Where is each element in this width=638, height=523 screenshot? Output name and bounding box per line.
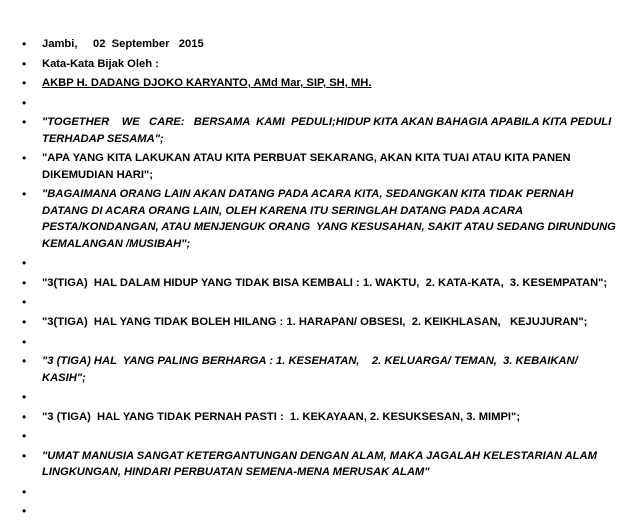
bullet-item xyxy=(22,484,622,500)
bullet-dot-icon: • xyxy=(22,95,27,110)
bullet-text: AKBP H. DADANG DJOKO KARYANTO, AMd Mar, SIP, SH, MH. xyxy=(42,77,372,90)
bullet-dot-icon: • xyxy=(22,484,27,499)
bullet-dot-icon: • xyxy=(22,354,27,369)
bullet-item xyxy=(22,448,622,481)
bullet-text: Kata-Kata Bijak Oleh : xyxy=(42,57,159,70)
bullet-item xyxy=(22,186,622,252)
bullet-item xyxy=(22,114,622,147)
bullet-dot-icon: • xyxy=(22,314,27,329)
bullet-dot-icon: • xyxy=(22,295,27,310)
bullet-item xyxy=(22,409,622,425)
bullet-dot-icon: • xyxy=(22,76,27,91)
bullet-text: "UMAT MANUSIA SANGAT KETERGANTUNGAN DENGAN ALAM, MAKA JAGALAH KELESTARIAN ALAM LINGKUNGAN, HINDARI PERBUATAN SEMENA-MENA MERUSAK ALAM" xyxy=(42,449,601,479)
bullet-item xyxy=(22,56,622,72)
bullet-dot-icon: • xyxy=(22,37,27,51)
bullet-dot-icon: • xyxy=(22,115,27,130)
bullet-dot-icon: • xyxy=(22,448,27,463)
bullet-dot-icon: • xyxy=(22,409,27,424)
bullet-dot-icon: • xyxy=(22,275,27,290)
bullet-text: "APA YANG KITA LAKUKAN ATAU KITA PERBUAT SEKARANG, AKAN KITA TUAI ATAU KITA PANEN DIKEMUDIAN HARI"; xyxy=(42,152,574,181)
bullet-item xyxy=(22,95,622,111)
bullet-text: "3(TIGA) HAL DALAM HIDUP YANG TIDAK BISA KEMBALI : 1. WAKTU, 2. KATA-KATA, 3. KESEMPATAN"; xyxy=(42,276,608,289)
bullet-text: Jambi, 02 September 2015 xyxy=(42,38,204,50)
bullet-text: "BAGAIMANA ORANG LAIN AKAN DATANG PADA ACARA KITA, SEDANGKAN KITA TIDAK PERNAH DATANG DI ACARA ORANG LAIN, OLEH KARENA ITU SERINGLAH DATANG PADA ACARA PESTA/KONDANGAN, ATAU MENJENGUK ORANG YANG KESUSAHAN, SAKIT ATAU SEDANG DIRUNDUNG KEMALANGAN /MUSIBAH"; xyxy=(42,188,619,250)
bullet-dot-icon: • xyxy=(22,56,27,71)
bullet-dot-icon: • xyxy=(22,390,27,405)
bullet-dot-icon: • xyxy=(22,334,27,349)
bullet-item xyxy=(22,353,622,386)
bullet-item xyxy=(22,75,622,91)
bullet-item xyxy=(22,294,622,310)
bullet-item xyxy=(22,503,622,519)
bullet-list xyxy=(22,36,622,523)
bullet-text: "3 (TIGA) HAL YANG TIDAK PERNAH PASTI : 1. KEKAYAAN, 2. KESUKSESAN, 3. MIMPI"; xyxy=(42,410,521,423)
bullet-dot-icon: • xyxy=(22,187,27,202)
bullet-item xyxy=(22,255,622,271)
bullet-dot-icon: • xyxy=(22,429,27,444)
bullet-text: "3 (TIGA) HAL YANG PALING BERHARGA : 1. KESEHATAN, 2. KELUARGA/ TEMAN, 3. KEBAIKAN/ KASIH"; xyxy=(42,355,581,384)
bullet-item xyxy=(22,428,622,444)
bullet-text: "3(TIGA) HAL YANG TIDAK BOLEH HILANG : 1. HARAPAN/ OBSESI, 2. KEIKHLASAN, KEJUJURAN"; xyxy=(42,315,588,328)
bullet-item xyxy=(22,334,622,350)
bullet-dot-icon: • xyxy=(22,256,27,271)
bullet-item xyxy=(22,150,622,183)
bullet-text: "TOGETHER WE CARE: BERSAMA KAMI PEDULI;HIDUP KITA AKAN BAHAGIA APABILA KITA PEDULI TERHADAP SESAMA"; xyxy=(42,116,615,145)
bullet-dot-icon: • xyxy=(22,151,27,166)
bullet-item xyxy=(22,314,622,330)
bullet-item xyxy=(22,275,622,291)
bullet-dot-icon: • xyxy=(22,504,27,519)
bullet-item xyxy=(22,36,622,52)
bullet-item xyxy=(22,389,622,405)
